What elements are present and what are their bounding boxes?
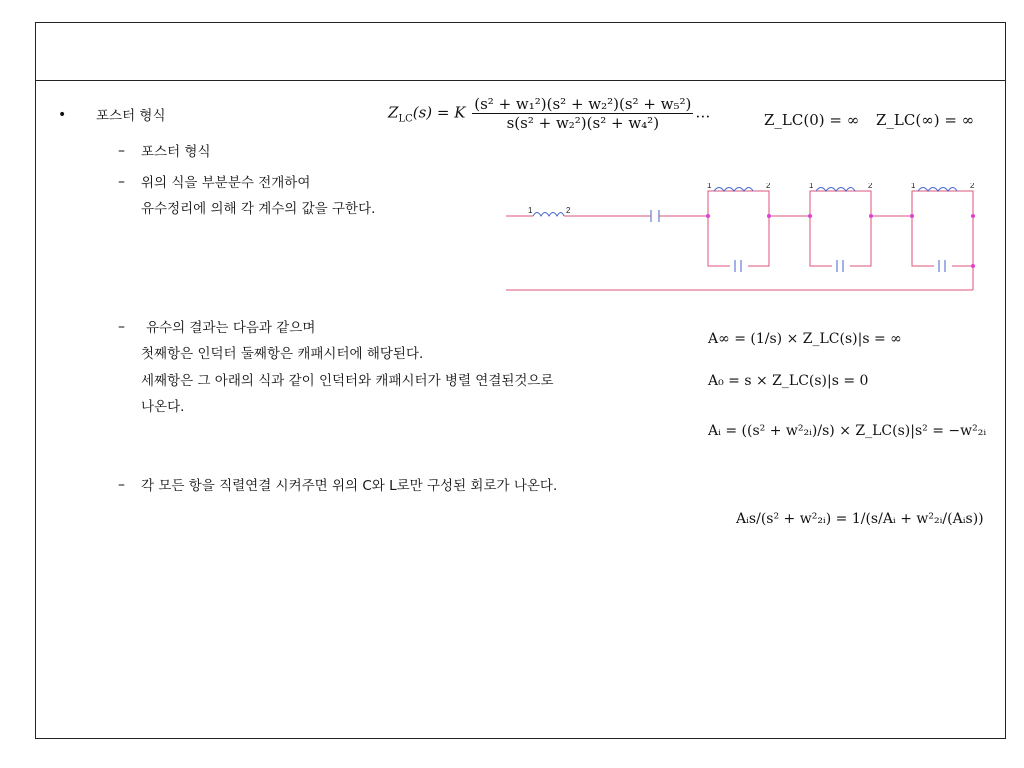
svg-text:2: 2: [970, 183, 975, 190]
a-zero-formula: A₀ = s × Z_LC(s)|s = 0: [708, 373, 869, 389]
item-line: 포스터 형식: [141, 144, 211, 160]
ratio-formula: Aᵢs/(s² + w²₂ᵢ) = 1/(s/Aᵢ + w²₂ᵢ/(Aᵢs)): [736, 511, 984, 527]
item-line: 유수정리에 의해 각 계수의 값을 구한다.: [141, 201, 376, 217]
slide-frame: [35, 22, 1006, 739]
dash-marker: –: [118, 477, 125, 493]
a-i-formula: Aᵢ = ((s² + w²₂ᵢ)/s) × Z_LC(s)|s² = −w²₂ᵢ: [708, 423, 987, 439]
item-line: 유수의 결과는 다음과 같으며: [146, 320, 316, 336]
lc-circuit-diagram: [504, 183, 994, 313]
dash-marker: –: [118, 174, 125, 190]
bullet-dot: •: [58, 107, 67, 123]
item-line: 위의 식을 부분분수 전개하여: [141, 175, 311, 191]
item-line: 나온다.: [141, 399, 185, 415]
svg-text:1: 1: [809, 183, 814, 190]
item-line: 각 모든 항을 직렬연결 시켜주면 위의 C와 L로만 구성된 회로가 나온다.: [141, 478, 558, 494]
svg-text:1: 1: [528, 206, 533, 215]
item-line: 첫째항은 인덕터 둘째항은 캐패시터에 해당된다.: [141, 346, 424, 362]
svg-text:2: 2: [566, 206, 571, 215]
zlc-numerator: (s² + w₁²)(s² + w₂²)(s² + w₅²): [474, 95, 692, 113]
item-line: 세째항은 그 아래의 식과 같이 인덕터와 캐패시터가 병렬 연결된것으로: [141, 373, 554, 389]
svg-text:2: 2: [766, 183, 771, 190]
bullet-heading: 포스터 형식: [96, 108, 166, 124]
dash-marker: –: [118, 143, 125, 159]
dash-marker: –: [118, 319, 125, 335]
svg-text:1: 1: [707, 183, 712, 190]
svg-text:2: 2: [868, 183, 873, 190]
a-infinity-formula: A∞ = (1/s) × Z_LC(s)|s = ∞: [708, 331, 902, 347]
zlc-equation: $Z_{LC}(s) = K$ $\frac{\text{(s² + w₁²)(s² + w₂²)(s² + w₅²)}}{\text{s(s² + w₂²)(s² + w₄²)}}$ …: [388, 95, 711, 132]
svg-text:1: 1: [911, 183, 916, 190]
zlc-infinity-equation: Z_LC(∞) = ∞: [876, 111, 975, 129]
zlc-denominator: s(s² + w₂²)(s² + w₄²): [506, 114, 660, 132]
slide-title-area: [36, 23, 1005, 81]
zlc-zero-equation: Z_LC(0) = ∞: [764, 111, 860, 129]
